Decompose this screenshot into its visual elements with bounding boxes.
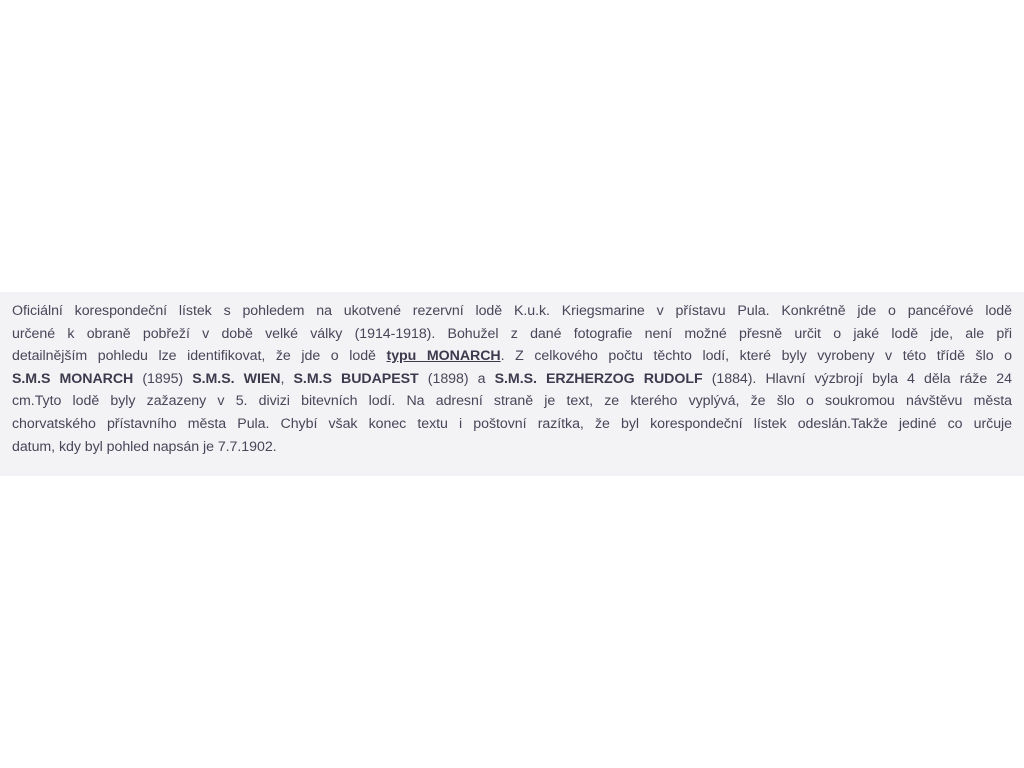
text-segment: Oficiální korespondeční lístek s pohledem na ukotvené rezervní lodě K.u.k. Kriegsmarine v přístavu Pula. Konkrétně jde o pancéřové lodě xyxy=(12,303,1012,319)
emphasized-text: S.M.S. ERZHERZOG RUDOLF xyxy=(494,370,703,387)
text-line xyxy=(12,368,1012,391)
text-segment: detailnějším pohledu lze identifikovat, že jde o lodě xyxy=(12,348,387,365)
text-segment: , xyxy=(280,370,294,387)
text-line xyxy=(12,345,1012,368)
text-segment: (1895) xyxy=(133,370,193,387)
text-segment: . Z celkového počtu těchto lodí, které byly vyrobeny v této třídě šlo o xyxy=(500,348,1012,365)
text-segment: cm.Tyto lodě byly zažazeny v 5. divizi bitevních lodí. Na adresní straně je text, ze kterého vyplývá, že šlo o soukromou návštěvu města xyxy=(12,393,1012,410)
emphasized-text: typu MONARCH xyxy=(386,348,501,365)
text-line xyxy=(12,390,1012,413)
emphasized-text: S.M.S. WIEN xyxy=(192,370,281,387)
emphasized-text: S.M.S MONARCH xyxy=(12,370,134,387)
text-segment: datum, kdy byl pohled napsán je 7.7.1902. xyxy=(12,438,277,455)
text-segment: chorvatského přístavního města Pula. Chybí však konec textu i poštovní razítka, že byl korespondeční lístek odeslán.Takže jediné co určuje xyxy=(12,415,1012,432)
text-segment: (1898) a xyxy=(418,370,495,387)
text-line xyxy=(12,436,1012,459)
description-paragraph xyxy=(12,300,1012,458)
emphasized-text: S.M.S BUDAPEST xyxy=(293,370,419,387)
text-segment: (1884). Hlavní výzbrojí byla 4 děla ráže 24 xyxy=(702,370,1012,387)
text-line xyxy=(12,323,1012,346)
text-line xyxy=(12,300,1012,323)
text-segment: určené k obraně pobřeží v době velké války (1914-1918). Bohužel z dané fotografie není možné přesně určit o jaké lodě jde, ale při xyxy=(12,325,1012,342)
text-line xyxy=(12,413,1012,436)
